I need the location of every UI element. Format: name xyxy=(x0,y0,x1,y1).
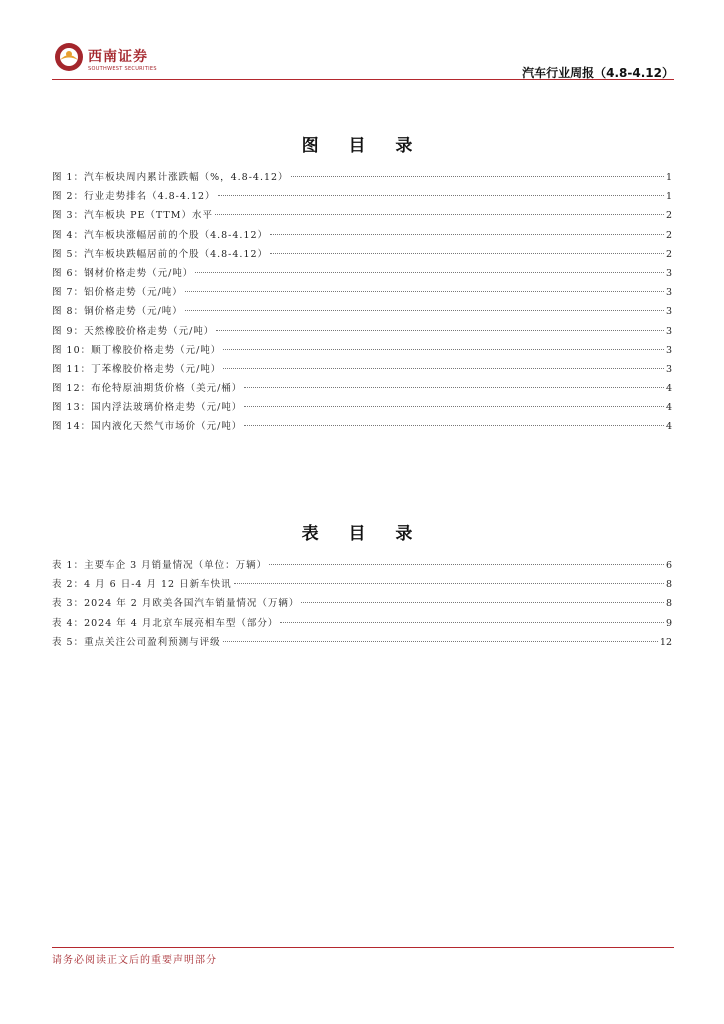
page-header xyxy=(52,40,674,80)
toc-entry[interactable] xyxy=(52,361,672,380)
toc-leader-dots xyxy=(244,425,664,426)
toc-entry-label: 表 3：2024 年 2 月欧美各国汽车销量情况（万辆） xyxy=(52,598,300,610)
toc-entry-label: 图 11：丁苯橡胶价格走势（元/吨） xyxy=(52,363,222,375)
toc-entry[interactable] xyxy=(52,303,672,322)
toc-leader-dots xyxy=(185,310,664,311)
toc-entry[interactable] xyxy=(52,188,672,207)
toc-entry-page: 3 xyxy=(665,306,672,318)
footer-notice: 请务必阅读正文后的重要声明部分 xyxy=(52,955,217,966)
toc-entry-label: 表 4：2024 年 4 月北京车展亮相车型（部分） xyxy=(52,617,279,629)
toc-leader-dots xyxy=(223,368,664,369)
toc-entry[interactable] xyxy=(52,323,672,342)
toc-entry-label: 表 2：4 月 6 日-4 月 12 日新车快讯 xyxy=(52,579,232,591)
toc-entry-label: 图 5：汽车板块跌幅居前的个股（4.8-4.12） xyxy=(52,248,269,260)
toc-entry[interactable] xyxy=(52,169,672,188)
toc-entry-page: 3 xyxy=(665,363,672,375)
toc-entry[interactable] xyxy=(52,246,672,265)
toc-leader-dots xyxy=(218,195,664,196)
toc-entry-label: 表 1：主要车企 3 月销量情况（单位：万辆） xyxy=(52,560,268,571)
toc-leader-dots xyxy=(223,641,658,642)
toc-entry-label: 表 5：重点关注公司盈利预测与评级 xyxy=(52,636,221,648)
toc-entry-page: 3 xyxy=(665,344,672,356)
toc-entry[interactable] xyxy=(52,557,672,576)
logo-text-en: SOUTHWEST SECURITIES xyxy=(88,66,157,72)
toc-entry[interactable] xyxy=(52,634,672,653)
toc-leader-dots xyxy=(215,214,664,215)
company-logo xyxy=(54,42,184,76)
toc-entry-page: 1 xyxy=(665,191,672,203)
toc-entry[interactable] xyxy=(52,595,672,614)
toc-leader-dots xyxy=(223,349,664,350)
toc-entry-label: 图 6：钢材价格走势（元/吨） xyxy=(52,267,194,279)
toc-leader-dots xyxy=(270,234,664,235)
toc-entry-page: 3 xyxy=(665,325,672,337)
toc-leader-dots xyxy=(280,622,664,623)
toc-leader-dots xyxy=(216,330,664,331)
toc-entry[interactable] xyxy=(52,380,672,399)
toc-entry-label: 图 14：国内液化天然气市场价（元/吨） xyxy=(52,421,243,433)
toc-entry-label: 图 13：国内浮法玻璃价格走势（元/吨） xyxy=(52,402,243,414)
figures-section-title: 图 目 录 xyxy=(301,136,425,156)
toc-entry-page: 9 xyxy=(665,617,672,629)
toc-leader-dots xyxy=(244,387,664,388)
toc-entry-label: 图 12：布伦特原油期货价格（美元/桶） xyxy=(52,383,243,395)
tables-list xyxy=(52,557,672,653)
toc-entry-page: 6 xyxy=(665,560,672,571)
logo-text-cn: 西南证券 xyxy=(88,49,148,65)
toc-leader-dots xyxy=(269,564,664,565)
toc-entry-label: 图 1：汽车板块周内累计涨跌幅（%，4.8-4.12） xyxy=(52,172,289,183)
toc-entry-label: 图 2：行业走势排名（4.8-4.12） xyxy=(52,191,216,203)
toc-leader-dots xyxy=(270,253,664,254)
toc-entry-page: 2 xyxy=(665,248,672,260)
toc-entry-page: 8 xyxy=(665,598,672,610)
toc-entry[interactable] xyxy=(52,418,672,437)
figures-list xyxy=(52,169,672,438)
toc-leader-dots xyxy=(244,406,664,407)
header-divider xyxy=(52,79,674,80)
toc-entry-page: 3 xyxy=(665,287,672,299)
toc-leader-dots xyxy=(301,602,664,603)
toc-entry-label: 图 4：汽车板块涨幅居前的个股（4.8-4.12） xyxy=(52,229,269,241)
toc-entry-page: 4 xyxy=(665,402,672,414)
toc-entry[interactable] xyxy=(52,342,672,361)
toc-entry-label: 图 9：天然橡胶价格走势（元/吨） xyxy=(52,325,215,337)
toc-entry[interactable] xyxy=(52,576,672,595)
toc-entry-page: 3 xyxy=(665,267,672,279)
report-title: 汽车行业周报（4.8-4.12） xyxy=(522,66,674,80)
toc-entry[interactable] xyxy=(52,265,672,284)
toc-leader-dots xyxy=(195,272,664,273)
toc-entry[interactable] xyxy=(52,399,672,418)
toc-entry-page: 12 xyxy=(659,636,672,648)
toc-leader-dots xyxy=(185,291,664,292)
toc-leader-dots xyxy=(291,176,664,177)
toc-entry-label: 图 3：汽车板块 PE（TTM）水平 xyxy=(52,210,213,222)
toc-entry-page: 2 xyxy=(665,229,672,241)
toc-entry[interactable] xyxy=(52,227,672,246)
toc-leader-dots xyxy=(234,583,664,584)
toc-entry-page: 8 xyxy=(665,579,672,591)
footer-divider xyxy=(52,947,674,948)
toc-entry[interactable] xyxy=(52,284,672,303)
tables-section-title: 表 目 录 xyxy=(301,524,425,544)
toc-entry[interactable] xyxy=(52,615,672,634)
toc-entry-page: 4 xyxy=(665,421,672,433)
toc-entry-label: 图 10：顺丁橡胶价格走势（元/吨） xyxy=(52,344,222,356)
logo-emblem-icon xyxy=(54,42,84,72)
toc-entry-page: 1 xyxy=(665,172,672,183)
toc-entry-page: 2 xyxy=(665,210,672,222)
toc-entry-label: 图 7：铝价格走势（元/吨） xyxy=(52,287,183,299)
toc-entry[interactable] xyxy=(52,207,672,226)
toc-entry-label: 图 8：铜价格走势（元/吨） xyxy=(52,306,183,318)
toc-entry-page: 4 xyxy=(665,383,672,395)
